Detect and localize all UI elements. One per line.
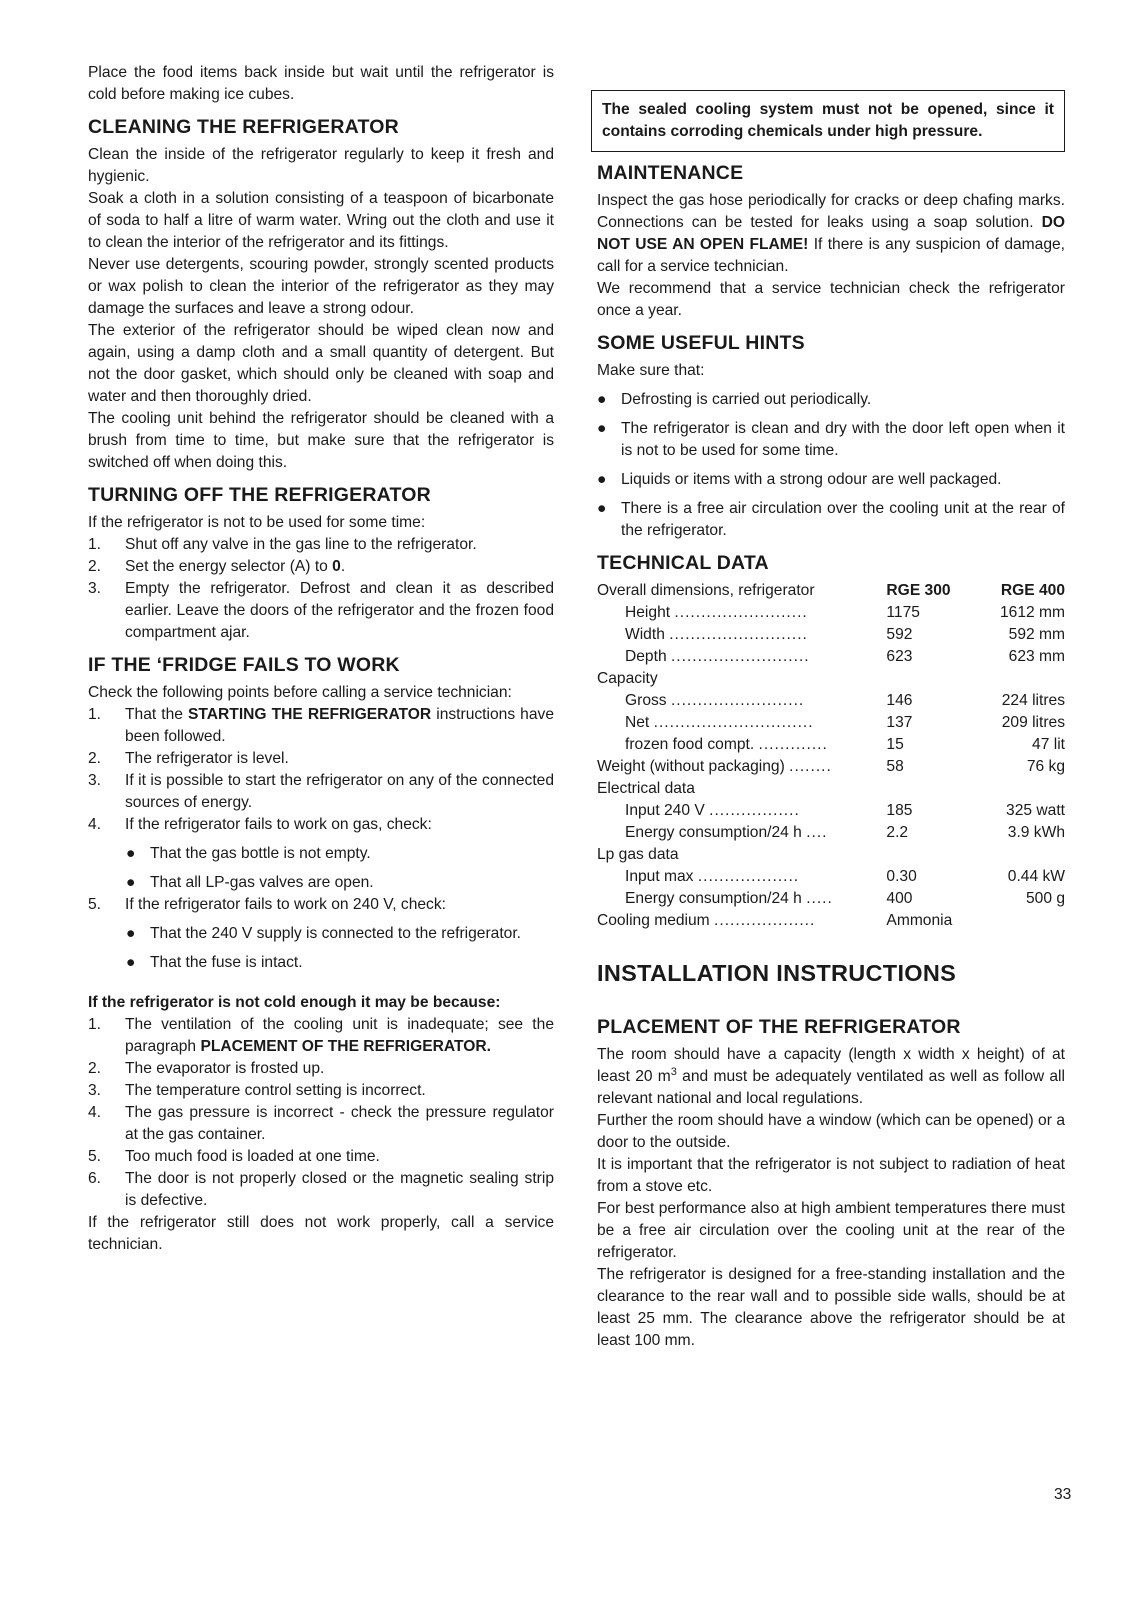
table-row: Electrical data [597, 780, 695, 797]
table-row: Input max ................... 0.30 0.44 kW [625, 868, 1065, 885]
warning-box: The sealed cooling system must not be opened, since it contains corroding chemicals under high pressure. [591, 90, 1065, 152]
maintenance-p1: Inspect the gas hose periodically for cracks or deep chafing marks. Connections can be tested for leaks using a soap solution. DO NOT USE AN OPEN FLAME! If there is any suspicion of damage, call for a service technician. [597, 192, 1066, 275]
list-item: ● That the fuse is intact. [126, 952, 554, 974]
list-item: 3. Empty the refrigerator. Defrost and clean it as described earlier. Leave the doors of the refrigerator and the frozen food compartment ajar. [88, 580, 554, 641]
list-item: 5. If the refrigerator fails to work on 240 V, check: [88, 896, 446, 913]
fails-heading: IF THE ‘FRIDGE FAILS TO WORK [88, 654, 400, 676]
table-row: frozen food compt. ............. 15 47 lit [625, 736, 1065, 753]
hints-heading: SOME USEFUL HINTS [597, 332, 805, 354]
intro-paragraph: Place the food items back inside but wait until the refrigerator is cold before making ice cubes. [88, 64, 554, 103]
tech-heading: TECHNICAL DATA [597, 552, 769, 574]
cleaning-p1: Clean the inside of the refrigerator regularly to keep it fresh and hygienic. [88, 146, 554, 185]
not-cold-closing: If the refrigerator still does not work properly, call a service technician. [88, 1214, 554, 1253]
turning-off-list [88, 534, 554, 644]
list-item: 4. The gas pressure is incorrect - check the pressure regulator at the gas container. [88, 1104, 554, 1143]
table-row: Depth .......................... 623 623 mm [625, 648, 1065, 665]
list-item: ● Liquids or items with a strong odour are well packaged. [597, 469, 1065, 491]
cleaning-heading: CLEANING THE REFRIGERATOR [88, 116, 399, 138]
power-check-bullets [126, 923, 554, 974]
placement-p1: The room should have a capacity (length x width x height) of at least 20 $m^3$ and must be adequately ventilated as well as follow all relevant national and local regulations. [597, 1046, 1065, 1107]
list-item: ● That the gas bottle is not empty. [126, 843, 554, 865]
list-item: 1. Shut off any valve in the gas line to the refrigerator. [88, 536, 477, 553]
list-item: ● That all LP-gas valves are open. [126, 872, 554, 894]
table-row: Height ......................... 1175 1612 mm [625, 604, 1065, 621]
hints-list [597, 389, 1065, 542]
cleaning-p3: Never use detergents, scouring powder, strongly scented products or wax polish to clean the interior of the refrigerator as they may damage the surfaces and leave a strong odour. [88, 256, 554, 317]
table-row: Energy consumption/24 h ..... 400 500 g [625, 890, 1065, 907]
cleaning-p5: The cooling unit behind the refrigerator should be cleaned with a brush from time to time, but make sure that the refrigerator is switched off when doing this. [88, 410, 554, 471]
maintenance-heading: MAINTENANCE [597, 162, 744, 184]
placement-heading: PLACEMENT OF THE REFRIGERATOR [597, 1016, 961, 1038]
table-row: Capacity [597, 670, 658, 687]
list-item: 1. That the STARTING THE REFRIGERATOR instructions have been followed. [88, 706, 554, 745]
gas-check-bullets [126, 843, 554, 894]
installation-heading: INSTALLATION INSTRUCTIONS [597, 960, 957, 986]
turning-off-heading: TURNING OFF THE REFRIGERATOR [88, 484, 431, 506]
list-item: ● There is a free air circulation over the cooling unit at the rear of the refrigerator. [597, 498, 1065, 542]
placement-p2: Further the room should have a window (which can be opened) or a door to the outside. [597, 1112, 1065, 1151]
list-item: 5. Too much food is loaded at one time. [88, 1148, 380, 1165]
bullet-icon: ● [126, 925, 136, 942]
list-item: 3. If it is possible to start the refrigerator on any of the connected sources of energy. [88, 772, 554, 811]
bullet-icon: ● [126, 845, 136, 862]
bullet-icon: ● [597, 420, 607, 437]
not-cold-heading: If the refrigerator is not cold enough it may be because: [88, 994, 501, 1011]
bullet-icon: ● [597, 471, 607, 488]
list-item: 3. The temperature control setting is incorrect. [88, 1082, 426, 1099]
bullet-icon: ● [126, 874, 136, 891]
placement-p3: It is important that the refrigerator is not subject to radiation of heat from a stove etc. [597, 1156, 1065, 1195]
table-row: Cooling medium ................... Ammonia [597, 912, 953, 929]
cleaning-p4: The exterior of the refrigerator should be wiped clean now and again, using a damp cloth and a small quantity of detergent. But not the door gasket, which should only be cleaned with soap and water and then thoroughly dried. [88, 322, 554, 405]
placement-p4: For best performance also at high ambient temperatures there must be a free air circulation over the cooling unit at the rear of the refrigerator. [597, 1200, 1065, 1261]
table-row: Net .............................. 137 209 litres [625, 714, 1065, 731]
list-item: ● The refrigerator is clean and dry with the door left open when it is not to be used for some time. [597, 418, 1065, 462]
bullet-icon: ● [597, 391, 607, 408]
fails-list [88, 704, 554, 836]
fails-intro: Check the following points before calling a service technician: [88, 684, 512, 701]
maintenance-p2: We recommend that a service technician check the refrigerator once a year. [597, 280, 1065, 319]
bullet-icon: ● [597, 500, 607, 517]
placement-p5: The refrigerator is designed for a free-standing installation and the clearance to the rear wall and to possible side walls, should be at least 25 mm. The clearance above the refrigerator should be at least 100 mm. [597, 1266, 1065, 1349]
table-row: Energy consumption/24 h .... 2.2 3.9 kWh [625, 824, 1065, 841]
tech-data-table [597, 580, 1065, 932]
bullet-icon: ● [126, 954, 136, 971]
left-column [88, 62, 554, 1256]
list-item: 2. The evaporator is frosted up. [88, 1060, 325, 1077]
cleaning-p2: Soak a cloth in a solution consisting of a teaspoon of bicarbonate of soda to half a litre of warm water. Wring out the cloth and use it to clean the interior of the refrigerator and its fittings. [88, 190, 554, 251]
list-item: ● Defrosting is carried out periodically. [597, 389, 1065, 411]
list-item: 1. The ventilation of the cooling unit is inadequate; see the paragraph PLACEMENT OF THE REFRIGERATOR. [88, 1016, 554, 1055]
table-row: Gross ......................... 146 224 litres [625, 692, 1065, 709]
list-item: ● That the 240 V supply is connected to the refrigerator. [126, 923, 554, 945]
fails-list-cont [88, 894, 554, 916]
list-item: 2. Set the energy selector (A) to 0. [88, 558, 346, 575]
table-row: Lp gas data [597, 846, 679, 863]
list-item: 6. The door is not properly closed or the magnetic sealing strip is defective. [88, 1170, 554, 1209]
turning-off-intro: If the refrigerator is not to be used for some time: [88, 514, 426, 531]
list-item: 2. The refrigerator is level. [88, 750, 289, 767]
hints-intro: Make sure that: [597, 362, 705, 379]
table-row: Width .......................... 592 592 mm [625, 626, 1065, 643]
not-cold-list [88, 1014, 554, 1212]
table-row: Weight (without packaging) ........ 58 76 kg [597, 758, 1065, 775]
list-item: 4. If the refrigerator fails to work on gas, check: [88, 816, 432, 833]
table-row: Overall dimensions, refrigerator RGE 300 RGE 400 [597, 582, 1065, 599]
table-row: Input 240 V ................. 185 325 watt [625, 802, 1065, 819]
right-column [597, 66, 1065, 1352]
page-number: 33 [1054, 1486, 1072, 1503]
